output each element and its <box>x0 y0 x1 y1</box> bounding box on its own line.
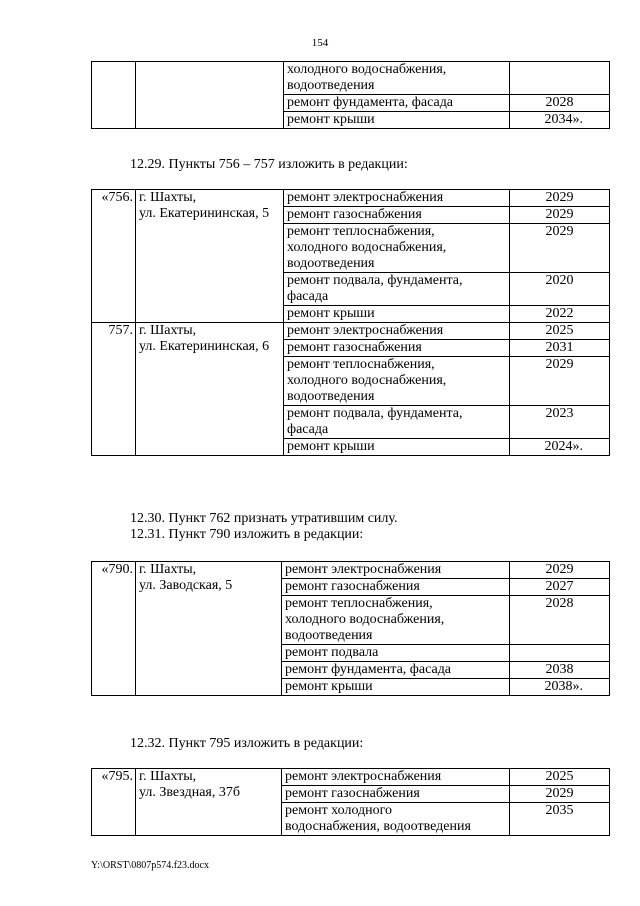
table-continuation <box>91 61 610 129</box>
work-cell: ремонт газоснабжения <box>284 340 510 357</box>
paragraph-12-30: 12.30. Пункт 762 признать утратившим силу. <box>130 511 398 526</box>
year-cell: 2029 <box>510 190 610 207</box>
year-cell: 2025 <box>510 323 610 340</box>
year-cell: 2020 <box>510 273 610 306</box>
work-cell: ремонт электроснабжения <box>282 562 510 579</box>
work-cell: ремонт газоснабжения <box>282 579 510 596</box>
work-cell: ремонт теплоснабжения, холодного водоснабжения, водоотведения <box>282 596 510 645</box>
address-cell: г. Шахты, ул. Заводская, 5 <box>136 562 282 696</box>
work-cell: ремонт крыши <box>284 439 510 456</box>
year-cell: 2025 <box>510 769 610 786</box>
year-cell: 2028 <box>510 596 610 645</box>
num-cell: 757. <box>92 323 136 456</box>
table-row <box>92 769 610 786</box>
table-row <box>92 323 610 340</box>
year-cell <box>510 645 610 662</box>
work-cell: ремонт теплоснабжения, холодного водоснабжения, водоотведения <box>284 357 510 406</box>
page-number: 154 <box>311 37 329 49</box>
paragraph-12-29: 12.29. Пункты 756 – 757 изложить в редакции: <box>130 157 408 172</box>
work-cell: холодного водоснабжения, водоотведения <box>284 62 510 95</box>
file-path-footer: Y:\ORST\0807p574.f23.docx <box>91 860 209 871</box>
num-cell: «795. <box>92 769 136 836</box>
work-cell: ремонт газоснабжения <box>282 786 510 803</box>
work-cell: ремонт подвала <box>282 645 510 662</box>
year-cell: 2024». <box>510 439 610 456</box>
work-cell: ремонт фундамента, фасада <box>284 95 510 112</box>
year-cell <box>510 62 610 95</box>
year-cell: 2028 <box>510 95 610 112</box>
work-cell: ремонт подвала, фундамента, фасада <box>284 273 510 306</box>
year-cell: 2023 <box>510 406 610 439</box>
work-cell: ремонт крыши <box>284 306 510 323</box>
work-cell: ремонт крыши <box>284 112 510 129</box>
paragraph-12-31: 12.31. Пункт 790 изложить в редакции: <box>130 527 364 542</box>
work-cell: ремонт фундамента, фасада <box>282 662 510 679</box>
table-790 <box>91 561 610 696</box>
work-cell: ремонт подвала, фундамента, фасада <box>284 406 510 439</box>
num-cell: «756. <box>92 190 136 323</box>
work-cell: ремонт электроснабжения <box>284 190 510 207</box>
year-cell: 2038 <box>510 662 610 679</box>
year-cell: 2029 <box>510 562 610 579</box>
work-cell: ремонт электроснабжения <box>284 323 510 340</box>
year-cell: 2029 <box>510 357 610 406</box>
address-cell: г. Шахты, ул. Екатерининская, 5 <box>136 190 284 323</box>
year-cell: 2029 <box>510 207 610 224</box>
work-cell: ремонт теплоснабжения, холодного водоснабжения, водоотведения <box>284 224 510 273</box>
address-cell <box>136 62 284 129</box>
address-cell: г. Шахты, ул. Екатерининская, 6 <box>136 323 284 456</box>
year-cell: 2029 <box>510 786 610 803</box>
year-cell: 2034». <box>510 112 610 129</box>
table-row <box>92 62 610 95</box>
num-cell: «790. <box>92 562 136 696</box>
year-cell: 2031 <box>510 340 610 357</box>
work-cell: ремонт крыши <box>282 679 510 696</box>
year-cell: 2027 <box>510 579 610 596</box>
num-cell <box>92 62 136 129</box>
work-cell: ремонт холодного водоснабжения, водоотведения <box>282 803 510 836</box>
year-cell: 2022 <box>510 306 610 323</box>
table-756-757 <box>91 189 610 456</box>
address-cell: г. Шахты, ул. Звездная, 37б <box>136 769 282 836</box>
work-cell: ремонт электроснабжения <box>282 769 510 786</box>
year-cell: 2038». <box>510 679 610 696</box>
paragraph-12-32: 12.32. Пункт 795 изложить в редакции: <box>130 736 364 751</box>
year-cell: 2035 <box>510 803 610 836</box>
work-cell: ремонт газоснабжения <box>284 207 510 224</box>
table-row <box>92 190 610 207</box>
table-row <box>92 562 610 579</box>
year-cell: 2029 <box>510 224 610 273</box>
table-795 <box>91 768 610 836</box>
